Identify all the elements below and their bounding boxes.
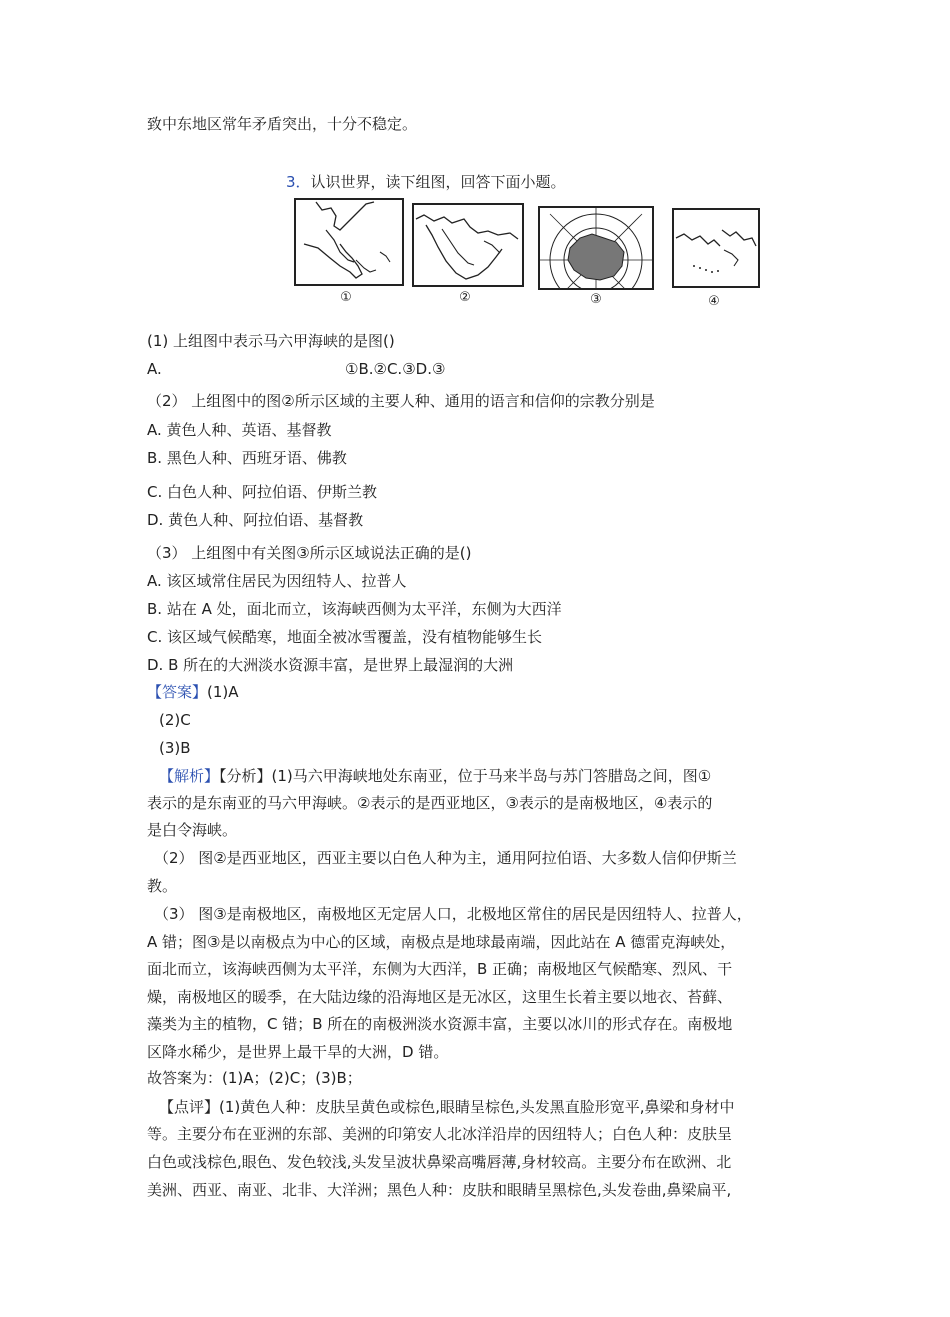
analysis-text-1: 【分析】(1)马六甲海峡地处东南亚，位于马来半岛与苏门答腊岛之间，图① <box>219 767 712 785</box>
map-4-outline <box>674 210 758 286</box>
map-label-1: ① <box>340 290 352 305</box>
answer-line <box>147 682 239 702</box>
analysis-text-7: A 错；图③是以南极点为中心的区域，南极点是地球最南端，因此站在 A 德雷克海峡处， <box>147 933 736 951</box>
map-label-2: ② <box>459 290 471 305</box>
map-4 <box>672 208 760 288</box>
intro-text: 致中东地区常年矛盾突出，十分不稳定。 <box>147 115 418 133</box>
q1-option-a: A. <box>147 360 162 378</box>
answer-2: (2)C <box>159 711 191 729</box>
q1-text: (1) 上组图中表示马六甲海峡的是图() <box>147 332 395 350</box>
map-3-polar-grid <box>540 208 652 288</box>
analysis-text-6: （3） 图③是南极地区，南极地区无定居人口，北极地区常住的居民是因纽特人、拉普人， <box>154 905 752 923</box>
q2-text: （2） 上组图中的图②所示区域的主要人种、通用的语言和信仰的宗教分别是 <box>147 392 655 410</box>
comment-text-4: 美洲、西亚、南亚、北非、大洋洲；黑色人种：皮肤和眼睛呈黑棕色,头发卷曲,鼻梁扁平, <box>147 1181 732 1199</box>
answer-1: (1)A <box>207 683 239 701</box>
q3-option-c: C. 该区域气候酷寒，地面全被冰雪覆盖，没有植物能够生长 <box>147 628 543 646</box>
analysis-text-8: 面北而立，该海峡西侧为太平洋，东侧为大西洋，B 正确；南极地区气候酷寒、烈风、干 <box>147 960 733 978</box>
analysis-text-10: 藻类为主的植物，C 错；B 所在的南极洲淡水资源丰富，主要以冰川的形式存在。南极地 <box>147 1015 733 1033</box>
comment-text-2: 等。主要分布在亚洲的东部、美洲的印第安人北冰洋沿岸的因纽特人；白色人种：皮肤呈 <box>147 1125 733 1143</box>
question-header <box>286 172 566 192</box>
analysis-key: 【解析】 <box>159 767 220 785</box>
q2-option-b: B. 黑色人种、西班牙语、佛教 <box>147 449 347 467</box>
q3-option-a: A. 该区域常住居民为因纽特人、拉普人 <box>147 572 407 590</box>
q2-option-d: D. 黄色人种、阿拉伯语、基督教 <box>147 511 364 529</box>
analysis-text-5: 教。 <box>147 877 178 895</box>
q3-option-b: B. 站在 A 处，面北而立，该海峡西侧为太平洋，东侧为大西洋 <box>147 600 562 618</box>
q1-options-rest: ①B.②C.③D.③ <box>345 360 446 378</box>
map-label-4: ④ <box>708 294 720 309</box>
question-number: 3． <box>286 173 311 191</box>
map-1 <box>294 198 404 286</box>
analysis-text-4: （2） 图②是西亚地区，西亚主要以白色人种为主，通用阿拉伯语、大多数人信仰伊斯兰 <box>154 849 737 867</box>
comment-text-3: 白色或浅棕色,眼色、发色较浅,头发呈波状鼻梁高嘴唇薄,身材较高。主要分布在欧洲、北 <box>147 1153 732 1171</box>
analysis-text-3: 是白令海峡。 <box>147 821 238 839</box>
answer-key: 【答案】 <box>147 683 208 701</box>
map-label-3: ③ <box>590 292 602 307</box>
map-1-outline <box>296 200 402 284</box>
analysis-line-1 <box>159 766 711 786</box>
question-prompt: 认识世界，读下组图，回答下面小题。 <box>310 173 566 191</box>
map-2-outline <box>414 205 522 285</box>
answer-3: (3)B <box>159 739 191 757</box>
comment-text-1: 【点评】(1)黄色人种：皮肤呈黄色或棕色,眼睛呈棕色,头发黑直脸形宽平,鼻梁和身材中 <box>159 1098 735 1116</box>
analysis-text-9: 燥，南极地区的暖季，在大陆边缘的沿海地区是无冰区，这里生长着主要以地衣、苔藓、 <box>147 988 733 1006</box>
map-2 <box>412 203 524 287</box>
map-group <box>290 196 760 314</box>
analysis-text-2: 表示的是东南亚的马六甲海峡。②表示的是西亚地区，③表示的是南极地区，④表示的 <box>147 794 713 812</box>
q2-option-c: C. 白色人种、阿拉伯语、伊斯兰教 <box>147 483 378 501</box>
analysis-text-12: 故答案为：(1)A；(2)C；(3)B； <box>147 1069 362 1087</box>
map-3 <box>538 206 654 290</box>
q3-option-d: D. B 所在的大洲淡水资源丰富，是世界上最湿润的大洲 <box>147 656 514 674</box>
analysis-text-11: 区降水稀少，是世界上最干旱的大洲，D 错。 <box>147 1043 449 1061</box>
q3-text: （3） 上组图中有关图③所示区域说法正确的是() <box>147 544 472 562</box>
q2-option-a: A. 黄色人种、英语、基督教 <box>147 421 332 439</box>
